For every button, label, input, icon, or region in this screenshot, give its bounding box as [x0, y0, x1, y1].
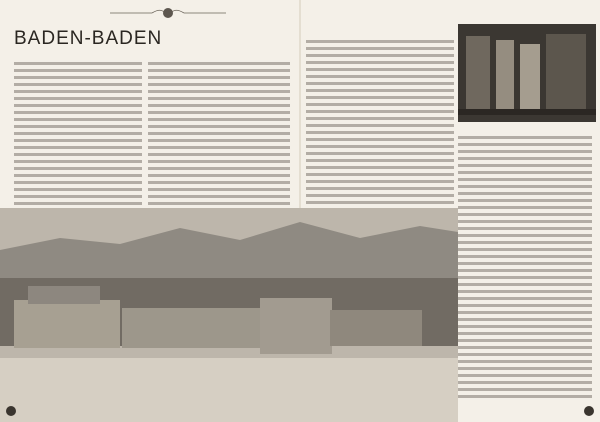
- right-text-column-1: [306, 36, 454, 208]
- page-title: BADEN-BADEN: [14, 28, 163, 49]
- header-ornament-icon: [108, 6, 228, 20]
- left-text-column-1: [14, 58, 142, 223]
- left-text-column-2: [148, 58, 290, 209]
- page-number-right: [584, 406, 594, 416]
- page-number-left: [6, 406, 16, 416]
- historic-town-photo: [0, 208, 458, 422]
- right-text-column-2: [458, 132, 592, 402]
- historic-interior-photo: [458, 24, 596, 122]
